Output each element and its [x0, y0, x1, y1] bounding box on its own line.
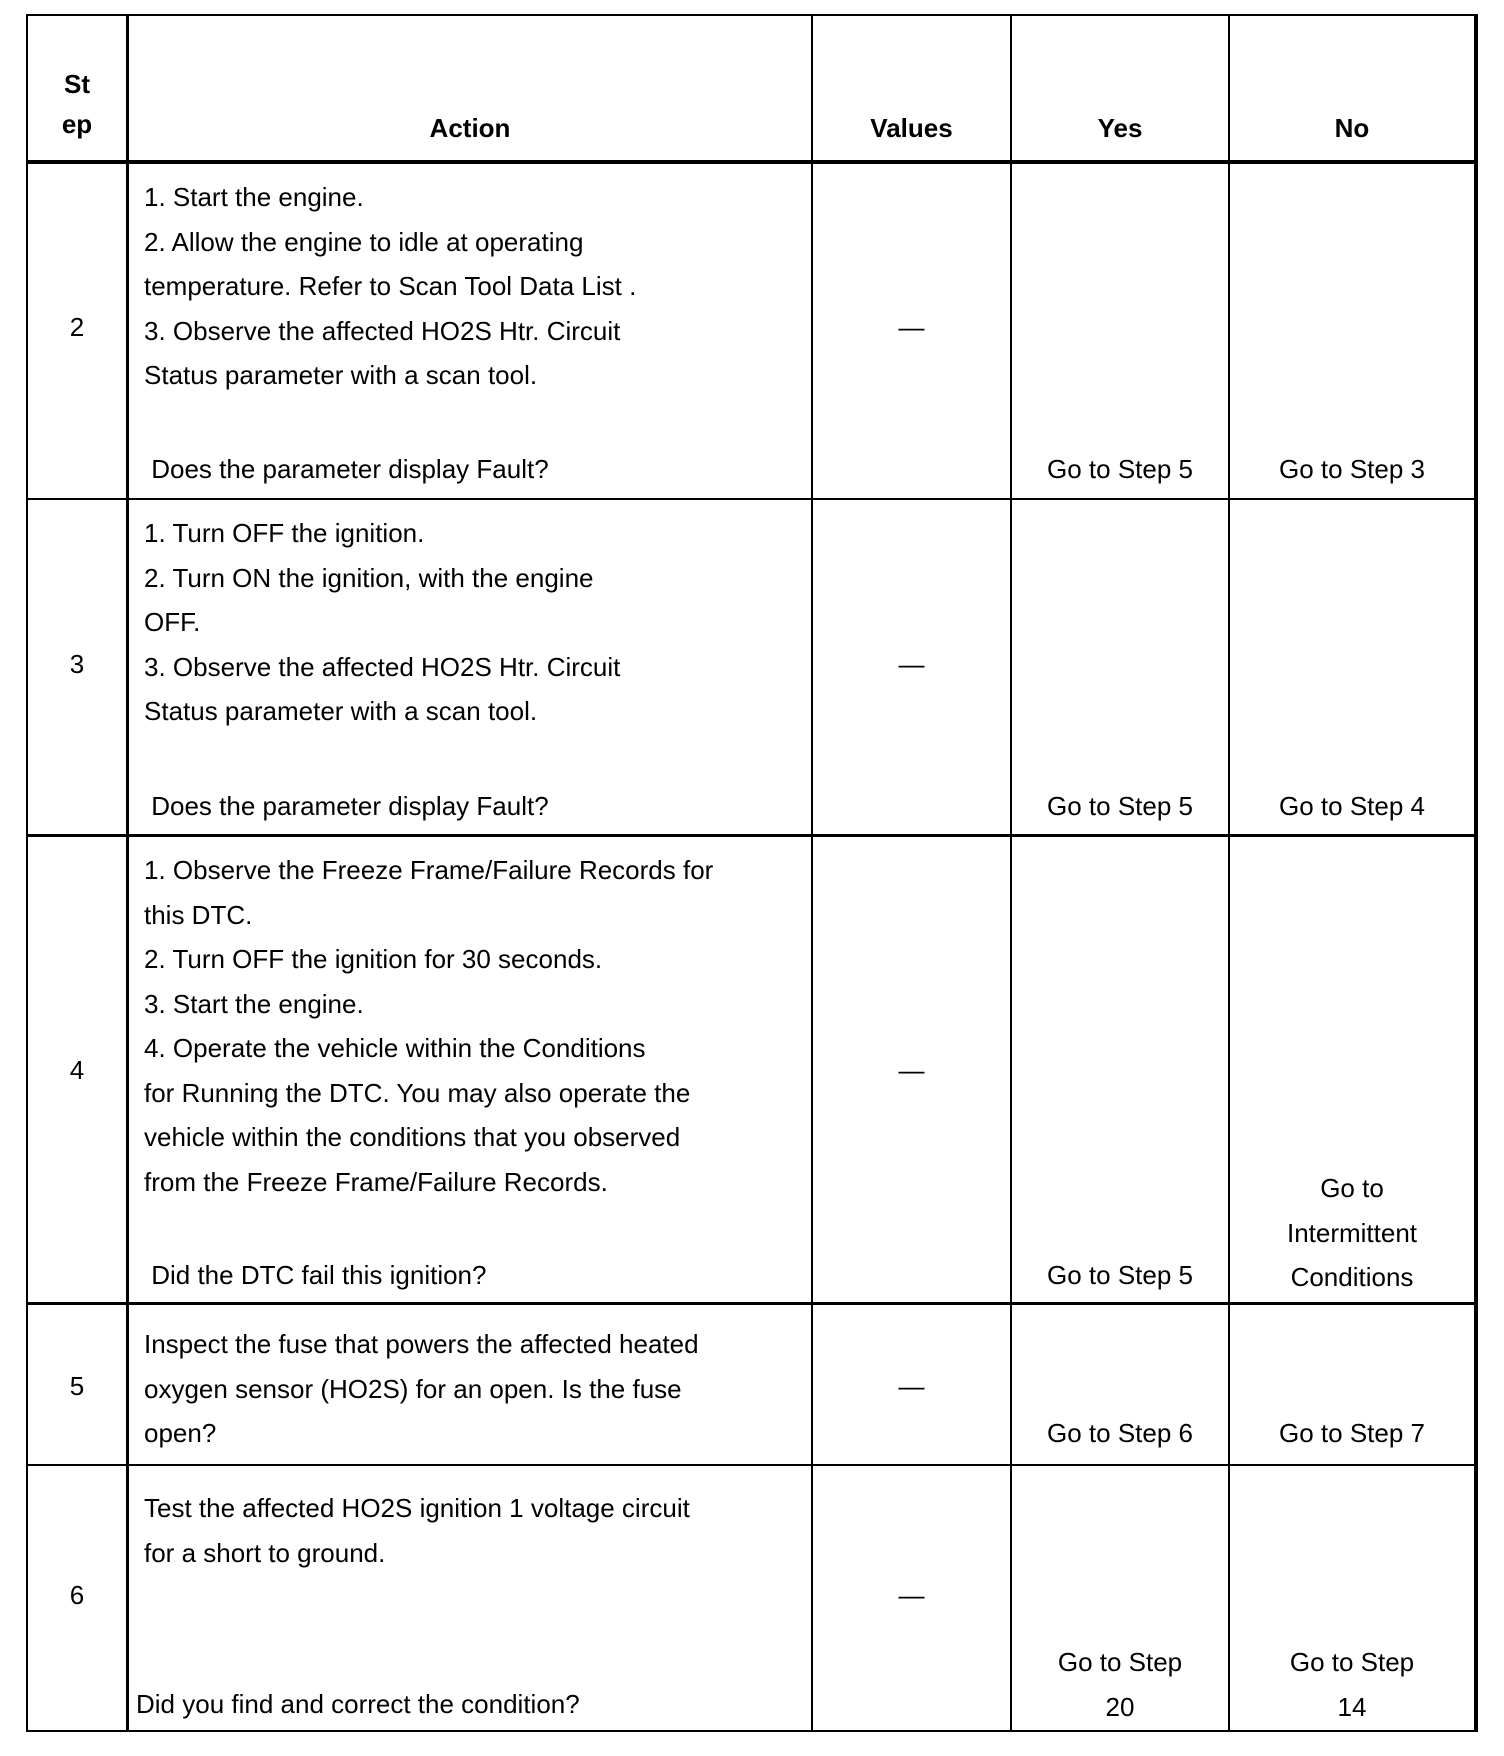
action-line: open? — [144, 1418, 217, 1448]
action-question: Did the DTC fail this ignition? — [144, 1260, 487, 1290]
no-result-line: 14 — [1337, 1691, 1367, 1722]
action-line: 1. Start the engine. — [144, 182, 364, 212]
diagnostic-table — [26, 14, 1478, 1732]
step-number: 3 — [69, 649, 85, 679]
action-line: this DTC. — [144, 899, 253, 930]
header-step — [28, 64, 126, 144]
action-question: Does the parameter display Fault? — [144, 791, 549, 821]
row-divider — [26, 498, 1478, 500]
yes-result-line: 20 — [1105, 1691, 1135, 1722]
action-line: 3. Start the engine. — [144, 988, 364, 1019]
action-line: for a short to ground. — [144, 1537, 386, 1568]
column-divider — [1228, 14, 1230, 1732]
action-line: oxygen sensor (HO2S) for an open. Is the fuse — [144, 1373, 682, 1404]
table-border-right — [1474, 14, 1478, 1732]
action-line: 2. Turn OFF the ignition for 30 seconds. — [144, 944, 603, 974]
action-line: Status parameter with a scan tool. — [144, 360, 538, 390]
action-line: Status parameter with a scan tool. — [144, 696, 538, 726]
action-line: from the Freeze Frame/Failure Records. — [144, 1166, 608, 1197]
no-result-line: Go to Step — [1289, 1647, 1415, 1677]
action-line: OFF. — [144, 607, 201, 637]
step-number: 2 — [69, 312, 85, 342]
header-yes: Yes — [1097, 113, 1143, 143]
no-result: Go to Step 4 — [1279, 791, 1425, 821]
action-line: 1. Observe the Freeze Frame/Failure Records for — [144, 855, 714, 885]
table-border-top — [26, 14, 1478, 16]
step-number: 6 — [69, 1580, 85, 1610]
action-line: 4. Operate the vehicle within the Conditions — [144, 1033, 646, 1063]
action-line: 3. Observe the affected HO2S Htr. Circuit — [144, 315, 621, 346]
table-border-bottom — [26, 1730, 1478, 1732]
header-values: Values — [870, 113, 953, 143]
no-result-line: Intermittent — [1286, 1217, 1418, 1248]
yes-result — [1012, 1640, 1228, 1729]
no-result: Go to Step 3 — [1279, 454, 1425, 484]
header-no: No — [1334, 113, 1370, 143]
yes-result: Go to Step 6 — [1047, 1418, 1193, 1448]
row-divider — [26, 1464, 1478, 1466]
table-border-left — [26, 14, 28, 1732]
value-dash: — — [898, 1580, 925, 1610]
action-line: vehicle within the conditions that you observed — [144, 1122, 681, 1152]
action-line: 1. Turn OFF the ignition. — [144, 518, 425, 548]
header-step-line1: St — [64, 69, 90, 99]
action-text — [144, 175, 804, 398]
action-text — [144, 848, 804, 1204]
no-result-line: Go to — [1320, 1173, 1384, 1203]
action-line: temperature. Refer to Scan Tool Data List . — [144, 271, 637, 301]
no-result: Go to Step 7 — [1279, 1418, 1425, 1448]
value-dash: — — [898, 1371, 925, 1401]
row-divider — [26, 160, 1478, 164]
header-action: Action — [429, 113, 511, 143]
step-number: 5 — [69, 1371, 85, 1401]
column-divider — [126, 14, 129, 1732]
action-line: for Running the DTC. You may also operate the — [144, 1077, 691, 1108]
no-result — [1230, 1640, 1474, 1729]
action-question: Does the parameter display Fault? — [144, 454, 549, 484]
yes-result-line: Go to Step — [1057, 1647, 1183, 1677]
action-text — [144, 1322, 804, 1456]
action-text — [144, 1486, 804, 1575]
row-divider — [26, 834, 1478, 837]
no-result — [1230, 1166, 1474, 1300]
row-divider — [26, 1302, 1478, 1305]
action-text — [144, 511, 804, 734]
action-line: 3. Observe the affected HO2S Htr. Circuit — [144, 651, 621, 682]
step-number: 4 — [69, 1055, 85, 1085]
action-line: 2. Allow the engine to idle at operating — [144, 226, 584, 257]
value-dash: — — [898, 649, 925, 679]
value-dash: — — [898, 312, 925, 342]
yes-result: Go to Step 5 — [1047, 791, 1193, 821]
yes-result: Go to Step 5 — [1047, 454, 1193, 484]
yes-result: Go to Step 5 — [1047, 1260, 1193, 1290]
action-line: 2. Turn ON the ignition, with the engine — [144, 562, 594, 593]
header-step-line2: ep — [61, 109, 93, 139]
value-dash: — — [898, 1055, 925, 1085]
column-divider — [811, 14, 813, 1732]
action-question: Did you find and correct the condition? — [136, 1689, 580, 1719]
action-line: Inspect the fuse that powers the affected heated — [144, 1329, 699, 1359]
column-divider — [1010, 14, 1012, 1732]
action-line: Test the affected HO2S ignition 1 voltage circuit — [144, 1493, 690, 1523]
no-result-line: Conditions — [1290, 1262, 1414, 1292]
